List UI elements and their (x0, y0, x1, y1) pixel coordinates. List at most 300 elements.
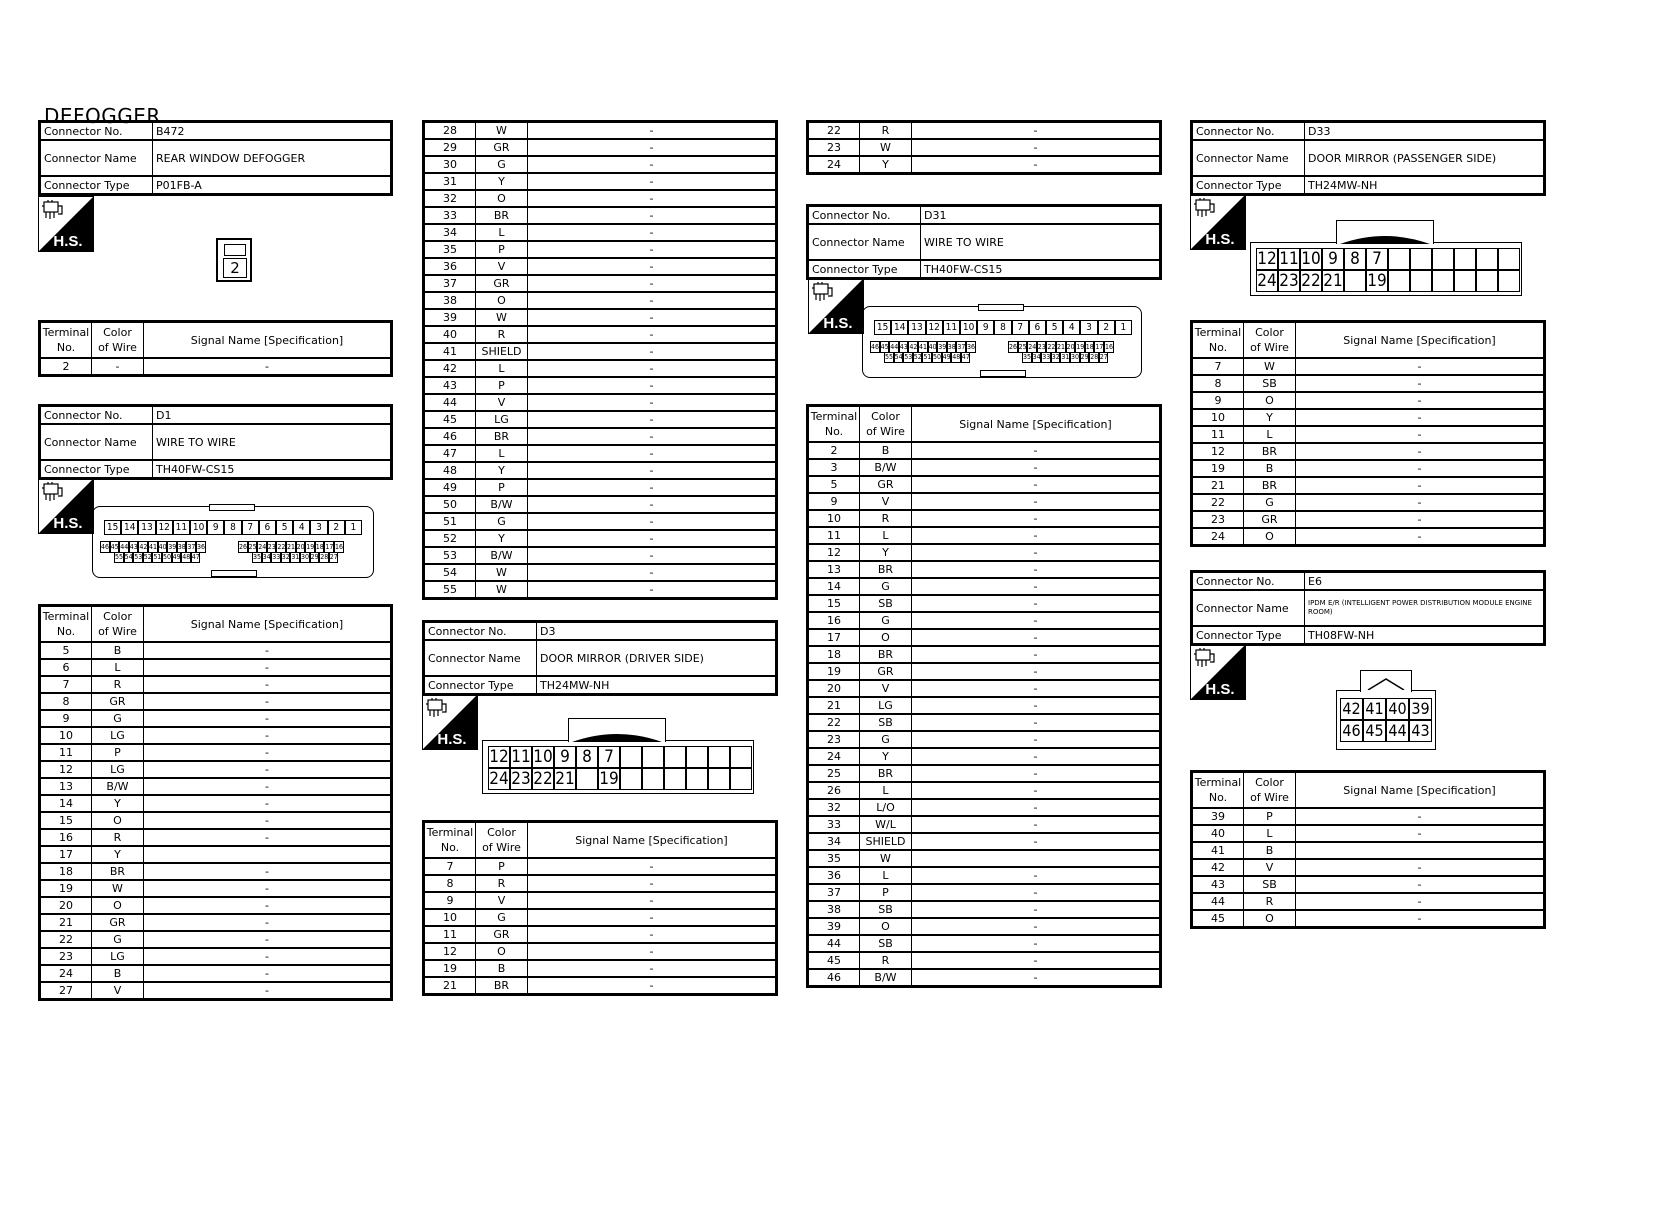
pin-cell: 10 (1301, 249, 1321, 269)
terminal-no: 43 (424, 377, 476, 394)
pin-cell: 29 (310, 553, 319, 561)
terminal-no: 50 (424, 496, 476, 513)
signal-name: - (1296, 910, 1545, 928)
signal-name: - (144, 931, 392, 948)
pin-cell: 49 (942, 353, 951, 361)
table-row (40, 693, 392, 710)
signal-name: - (912, 697, 1161, 714)
terminal-table-d3-b (806, 120, 1162, 175)
table-row (808, 510, 1161, 527)
terminal-no: 32 (808, 799, 860, 816)
signal-name: - (144, 744, 392, 761)
signal-name: - (144, 897, 392, 914)
connector-d3-header-table (422, 620, 778, 696)
signal-name: - (528, 377, 777, 394)
pin-cell: 11 (511, 747, 531, 767)
signal-name: - (1296, 375, 1545, 392)
table-row (808, 139, 1161, 156)
signal-name: - (528, 581, 777, 599)
table-row (1192, 876, 1545, 893)
pin-cell: 34 (1032, 353, 1041, 361)
terminal-no: 10 (40, 727, 92, 744)
table-row (424, 139, 777, 156)
header-color-of-wire: Color of Wire (860, 406, 912, 443)
connector-d1-diagram (92, 506, 374, 578)
signal-name: - (528, 892, 777, 909)
wire-color: B (860, 442, 912, 459)
table-row (808, 799, 1161, 816)
pin-cell: 4 (293, 520, 310, 535)
signal-name: - (144, 710, 392, 727)
terminal-no: 19 (40, 880, 92, 897)
pin-cell: 37 (187, 543, 196, 551)
table-row (1192, 460, 1545, 477)
pin-cell: 33 (1042, 353, 1051, 361)
terminal-no: 15 (808, 595, 860, 612)
pin-cell: 41 (919, 343, 928, 351)
table-row (424, 547, 777, 564)
signal-name: - (912, 595, 1161, 612)
table-row (40, 642, 392, 659)
harness-side-icon (1190, 194, 1246, 250)
pin-cell: 42 (1340, 698, 1363, 720)
pin-cell: 2 (328, 520, 345, 535)
pin-cell: 53 (904, 353, 913, 361)
signal-name: - (144, 880, 392, 897)
terminal-no: 23 (808, 139, 860, 156)
table-row (808, 918, 1161, 935)
table-row (808, 442, 1161, 459)
signal-name (912, 850, 1161, 867)
signal-name: - (1296, 477, 1545, 494)
label-connector-no: Connector No. (40, 122, 153, 141)
terminal-no: 9 (424, 892, 476, 909)
pin-cell: 32 (281, 553, 290, 561)
signal-name: - (528, 207, 777, 224)
pin-cell: 8 (576, 746, 598, 768)
pin-cell: 20 (1066, 343, 1075, 351)
wire-color: P (476, 241, 528, 258)
signal-name: - (144, 812, 392, 829)
terminal-no: 9 (1192, 392, 1244, 409)
signal-name: - (528, 360, 777, 377)
signal-name: - (912, 867, 1161, 884)
table-row (1192, 494, 1545, 511)
wire-color: V (476, 892, 528, 909)
signal-name: - (912, 918, 1161, 935)
pin-cell: 9 (207, 520, 224, 535)
connector-d3-info (422, 620, 778, 696)
header-terminal-no: Terminal No. (1192, 322, 1244, 359)
hs-label: H.S. (1205, 231, 1235, 248)
terminal-no: 39 (808, 918, 860, 935)
connector-d33-diagram (1250, 220, 1524, 296)
pin-cell: 50 (933, 353, 942, 361)
wire-color: L (476, 360, 528, 377)
pin-cell: 37 (957, 343, 966, 351)
terminal-no: 17 (808, 629, 860, 646)
table-row (1192, 528, 1545, 546)
pin-cell: 9 (554, 746, 576, 768)
terminal-no: 25 (808, 765, 860, 782)
connector-e6-header-table (1190, 570, 1546, 646)
signal-name: - (528, 343, 777, 360)
pin-cell: 6 (1029, 320, 1046, 335)
connector-e6-info (1190, 570, 1546, 646)
terminal-no: 41 (424, 343, 476, 360)
pin-cell (708, 768, 730, 790)
table-row (40, 897, 392, 914)
pin-cell: 13 (138, 520, 155, 535)
pin-cell: 5 (276, 520, 293, 535)
wire-color: P (1244, 808, 1296, 825)
table-row (424, 892, 777, 909)
table-row (424, 343, 777, 360)
table-row (808, 527, 1161, 544)
pin-cell: 7 (242, 520, 259, 535)
connector-d31-info (806, 204, 1162, 280)
wire-color: P (92, 744, 144, 761)
terminal-no: 34 (808, 833, 860, 850)
signal-name: - (1296, 494, 1545, 511)
table-row (808, 714, 1161, 731)
terminal-no: 24 (1192, 528, 1244, 546)
label-connector-type: Connector Type (808, 260, 921, 279)
table-row (424, 241, 777, 258)
pin-cell: 30 (1071, 353, 1080, 361)
wire-color: GR (92, 914, 144, 931)
pin-cell: 48 (182, 553, 191, 561)
terminal-no: 51 (424, 513, 476, 530)
wire-color: L (92, 659, 144, 676)
terminal-no: 22 (808, 714, 860, 731)
pin-cell: 50 (163, 553, 172, 561)
table-row (808, 867, 1161, 884)
terminal-no: 7 (1192, 358, 1244, 375)
signal-name: - (144, 982, 392, 1000)
pin-cell: 7 (1012, 320, 1029, 335)
header-color-of-wire: Color of Wire (1244, 772, 1296, 809)
signal-name: - (528, 190, 777, 207)
signal-name: - (912, 765, 1161, 782)
terminal-no: 14 (40, 795, 92, 812)
table-row (1192, 443, 1545, 460)
connector-type-value: TH24MW-NH (537, 676, 777, 695)
wire-color: Y (860, 544, 912, 561)
signal-name: - (528, 241, 777, 258)
connector-d1-header-table (38, 404, 393, 480)
pin-cell: 7 (598, 746, 620, 768)
table-row (424, 309, 777, 326)
connector-d1-info (38, 404, 393, 480)
wire-color: BR (860, 561, 912, 578)
pin-cell: 55 (885, 353, 894, 361)
terminal-no: 8 (40, 693, 92, 710)
wire-color: P (476, 377, 528, 394)
signal-name: - (528, 479, 777, 496)
connector-type-value: P01FB-A (153, 176, 392, 195)
terminal-table-b472 (38, 320, 393, 377)
connector-d31-header-table (806, 204, 1162, 280)
terminal-no: 36 (424, 258, 476, 275)
signal-name: - (144, 659, 392, 676)
terminal-no: 41 (1192, 842, 1244, 859)
terminal-no: 14 (808, 578, 860, 595)
table-row (1192, 375, 1545, 392)
table-row (424, 428, 777, 445)
table-row (424, 156, 777, 173)
table-row (808, 782, 1161, 799)
pin-cell: 32 (1051, 353, 1060, 361)
pin-cell: 40 (1386, 698, 1409, 720)
signal-name: - (528, 224, 777, 241)
wire-color: V (1244, 859, 1296, 876)
wire-color: SHIELD (476, 343, 528, 360)
signal-name: - (1296, 876, 1545, 893)
pin-cell: 25 (1018, 343, 1027, 351)
table-row (808, 816, 1161, 833)
signal-name: - (528, 875, 777, 892)
pin-cell: 27 (329, 553, 338, 561)
pin-cell: 26 (239, 543, 248, 551)
terminal-no: 52 (424, 530, 476, 547)
terminal-no: 11 (40, 744, 92, 761)
pin-cell (642, 746, 664, 768)
pin-cell: 16 (1105, 343, 1114, 351)
wire-color: G (860, 731, 912, 748)
table-row (424, 190, 777, 207)
table-row (1192, 477, 1545, 494)
signal-name: - (144, 727, 392, 744)
terminal-no: 17 (40, 846, 92, 863)
table-row (808, 731, 1161, 748)
terminal-no: 39 (1192, 808, 1244, 825)
signal-name: - (528, 547, 777, 564)
table-row (424, 275, 777, 292)
signal-name: - (144, 965, 392, 982)
label-connector-name: Connector Name (40, 140, 153, 176)
pin-cell: 45 (880, 343, 889, 351)
terminal-no: 21 (1192, 477, 1244, 494)
terminal-no: 16 (808, 612, 860, 629)
terminal-no: 5 (40, 642, 92, 659)
table-row (40, 948, 392, 965)
wire-color: O (476, 190, 528, 207)
connector-no-value: D3 (537, 622, 777, 641)
table-row (424, 858, 777, 875)
table-row (808, 561, 1161, 578)
connector-b472-info (38, 120, 393, 196)
table-row (808, 884, 1161, 901)
wire-color: P (860, 884, 912, 901)
pin-cell: 10 (960, 320, 977, 335)
wire-color: SB (860, 901, 912, 918)
table-row (424, 909, 777, 926)
pin-cell: 6 (259, 520, 276, 535)
terminal-no: 12 (1192, 443, 1244, 460)
terminal-no: 24 (40, 965, 92, 982)
table-row (424, 530, 777, 547)
table-row (424, 875, 777, 892)
terminal-table-d31-wrap (806, 404, 1162, 988)
pin-cell: 36 (197, 543, 206, 551)
terminal-table-d33-wrap (1190, 320, 1546, 547)
terminal-no: 38 (424, 292, 476, 309)
pin-cell: 11 (943, 320, 960, 335)
table-row (40, 761, 392, 778)
wire-color: B (1244, 460, 1296, 477)
pin-cell: 1 (1115, 320, 1132, 335)
table-row (40, 914, 392, 931)
wire-color: P (476, 858, 528, 875)
pin-cell: 9 (977, 320, 994, 335)
terminal-no: 23 (40, 948, 92, 965)
terminal-no: 31 (424, 173, 476, 190)
terminal-no: 42 (424, 360, 476, 377)
table-row (808, 156, 1161, 174)
signal-name: - (144, 863, 392, 880)
terminal-table-d3-wrap (422, 820, 778, 996)
pin-cell: 45 (1363, 720, 1386, 742)
signal-name: - (1296, 808, 1545, 825)
table-row (808, 493, 1161, 510)
signal-name: - (144, 778, 392, 795)
table-row (424, 926, 777, 943)
pin-cell: 45 (110, 543, 119, 551)
signal-name: - (912, 952, 1161, 969)
signal-name: - (912, 629, 1161, 646)
pin-cell (1476, 270, 1498, 292)
header-signal-name: Signal Name [Specification] (912, 406, 1161, 443)
header-color-of-wire: Color of Wire (476, 822, 528, 859)
terminal-no: 24 (808, 156, 860, 174)
terminal-no: 47 (424, 445, 476, 462)
pin-cell: 15 (874, 320, 891, 335)
table-row (1192, 893, 1545, 910)
pin-cell: 1 (345, 520, 362, 535)
harness-side-icon (422, 694, 478, 750)
wire-color: R (860, 952, 912, 969)
pin-cell: 42 (139, 543, 148, 551)
pin-cell: 52 (913, 353, 922, 361)
pin-cell: 39 (168, 543, 177, 551)
wire-color: Y (92, 846, 144, 863)
pin-cell: 7 (1366, 248, 1388, 270)
connector-d3-diagram (482, 718, 754, 794)
pin-cell: 22 (277, 543, 286, 551)
signal-name: - (528, 462, 777, 479)
pin-cell: 46 (101, 543, 110, 551)
connector-e6-diagram (1336, 668, 1436, 750)
signal-name: - (912, 799, 1161, 816)
table-row (424, 326, 777, 343)
terminal-no: 35 (424, 241, 476, 258)
table-row (808, 612, 1161, 629)
pin-cell: 43 (1409, 720, 1432, 742)
terminal-no: 10 (424, 909, 476, 926)
connector-d33-header-table (1190, 120, 1546, 196)
table-row (40, 982, 392, 1000)
pin-cell: 44 (890, 343, 899, 351)
signal-name: - (1296, 426, 1545, 443)
wire-color: B/W (476, 496, 528, 513)
pin-cell: 36 (967, 343, 976, 351)
signal-name: - (1296, 392, 1545, 409)
wire-color: B (92, 642, 144, 659)
signal-name: - (912, 493, 1161, 510)
table-row (808, 850, 1161, 867)
hs-label: H.S. (53, 515, 83, 532)
wire-color: W (476, 581, 528, 599)
pin-cell: 3 (310, 520, 327, 535)
signal-name: - (144, 358, 392, 376)
signal-name: - (912, 561, 1161, 578)
wire-color: G (860, 612, 912, 629)
signal-name: - (912, 476, 1161, 493)
pin-cell: 43 (899, 343, 908, 351)
terminal-no: 9 (40, 710, 92, 727)
connector-name-value: IPDM E/R (INTELLIGENT POWER DISTRIBUTION MODULE ENGINE ROOM) (1305, 590, 1545, 626)
signal-name: - (1296, 443, 1545, 460)
wire-color: W (476, 122, 528, 140)
pin-cell: 5 (1046, 320, 1063, 335)
wire-color: BR (860, 765, 912, 782)
wire-color: - (92, 358, 144, 376)
signal-name: - (912, 901, 1161, 918)
pin-cell: 31 (291, 553, 300, 561)
signal-name: - (528, 428, 777, 445)
hs-label: H.S. (437, 731, 467, 748)
connector-b472-header-table (38, 120, 393, 196)
signal-name: - (144, 829, 392, 846)
header-terminal-no: Terminal No. (424, 822, 476, 859)
wire-color: V (860, 493, 912, 510)
pin-cell: 21 (287, 543, 296, 551)
table-row (1192, 842, 1545, 859)
hs-label: H.S. (53, 233, 83, 250)
table-row (40, 710, 392, 727)
terminal-no: 53 (424, 547, 476, 564)
wire-color: SB (860, 714, 912, 731)
pin-cell (1476, 248, 1498, 270)
table-row (40, 931, 392, 948)
terminal-no: 55 (424, 581, 476, 599)
terminal-no: 10 (808, 510, 860, 527)
terminal-no: 28 (424, 122, 476, 140)
wire-color: Y (92, 795, 144, 812)
wire-color: V (92, 982, 144, 1000)
wire-color: O (1244, 910, 1296, 928)
terminal-table-d1-b (422, 120, 778, 600)
signal-name: - (912, 459, 1161, 476)
wire-color: O (92, 812, 144, 829)
label-connector-type: Connector Type (40, 176, 153, 195)
wire-color: LG (92, 727, 144, 744)
header-color-of-wire: Color of Wire (92, 606, 144, 643)
connector-d31-diagram (862, 306, 1142, 376)
table-row (424, 173, 777, 190)
terminal-table-d1-a (38, 604, 393, 1001)
terminal-no: 7 (40, 676, 92, 693)
harness-side-icon (38, 478, 94, 534)
label-connector-type: Connector Type (1192, 626, 1305, 645)
signal-name: - (912, 156, 1161, 174)
signal-name: - (1296, 859, 1545, 876)
terminal-no: 29 (424, 139, 476, 156)
pin-cell: 21 (555, 769, 575, 789)
wire-color: L (860, 527, 912, 544)
wire-color: G (860, 578, 912, 595)
